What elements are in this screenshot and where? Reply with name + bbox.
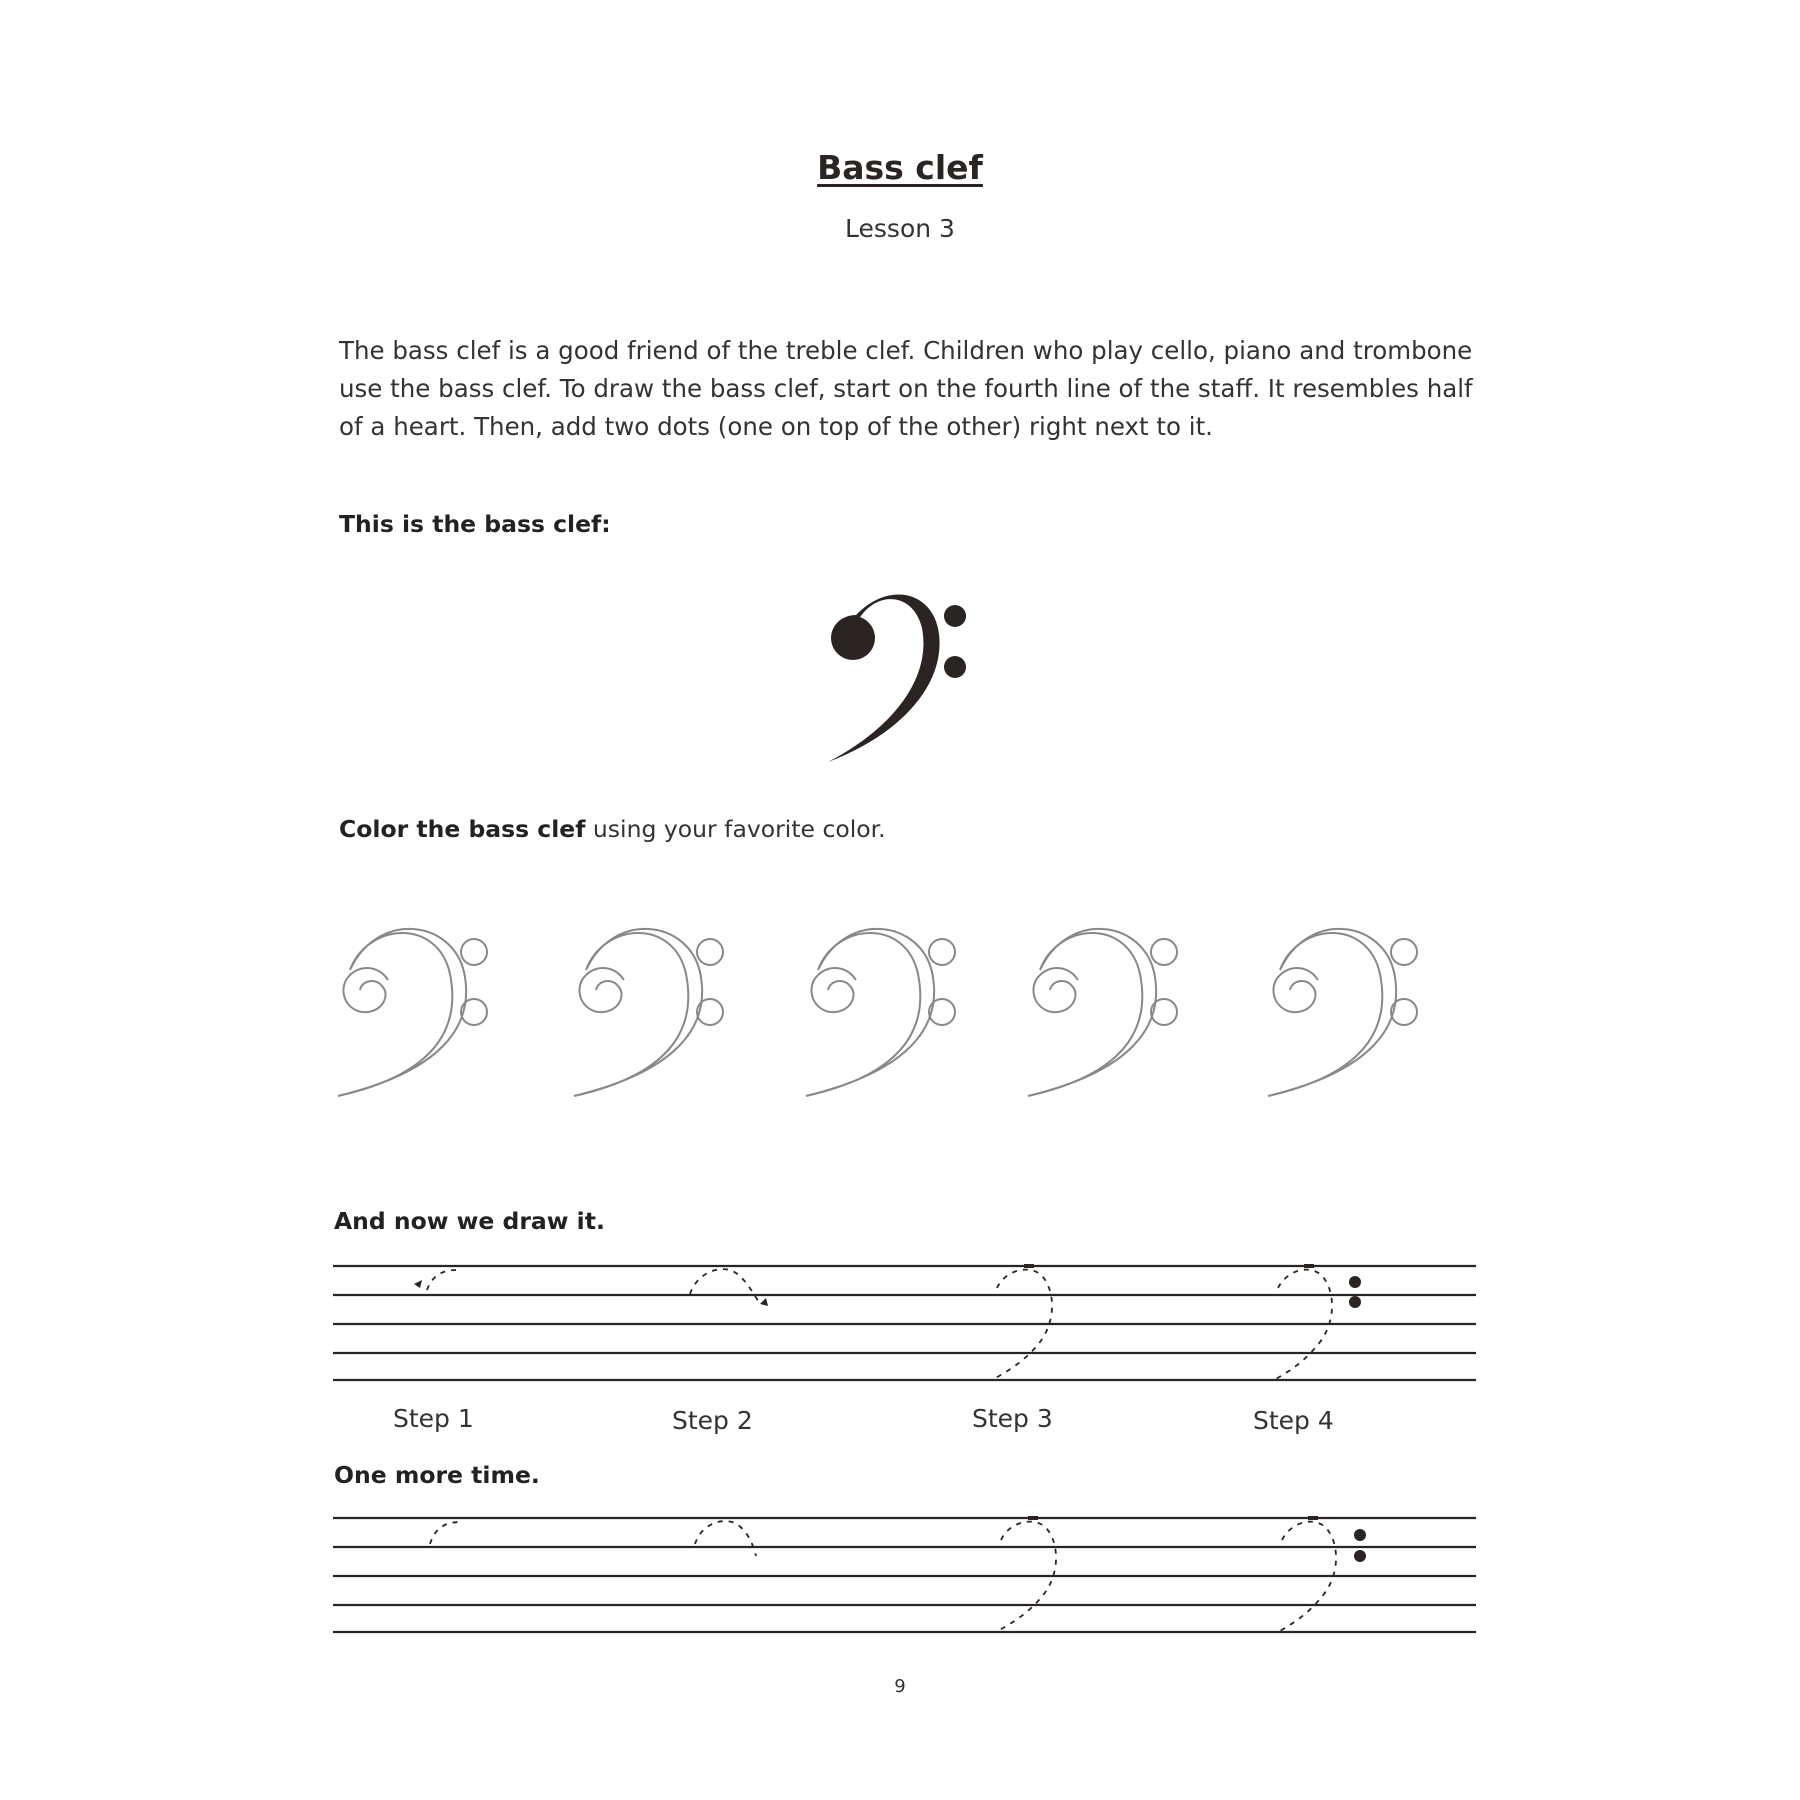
one-more-time-heading: One more time. <box>334 1461 540 1489</box>
intro-paragraph: The bass clef is a good friend of the treble clef. Children who play cello, piano and trombone use the bass clef. To draw the bass clef, start on the fourth line of the staff. It resembles half of a heart. Then, add two dots (one on top of the other) right next to it. <box>339 336 1473 441</box>
step-label-1: Step 1 <box>393 1404 474 1433</box>
page-number: 9 <box>894 1676 906 1697</box>
step-label-4: Step 4 <box>1253 1406 1334 1435</box>
color-heading-rest: using your favorite color. <box>585 815 886 843</box>
page-title: Bass clef <box>817 148 983 187</box>
draw-heading: And now we draw it. <box>334 1207 605 1235</box>
this-is-bass-clef-heading: This is the bass clef: <box>339 510 611 538</box>
step-label-3: Step 3 <box>972 1404 1053 1433</box>
color-heading-bold: Color the bass clef <box>339 815 586 843</box>
step-label-2: Step 2 <box>672 1406 753 1435</box>
lesson-number: Lesson 3 <box>845 214 955 243</box>
